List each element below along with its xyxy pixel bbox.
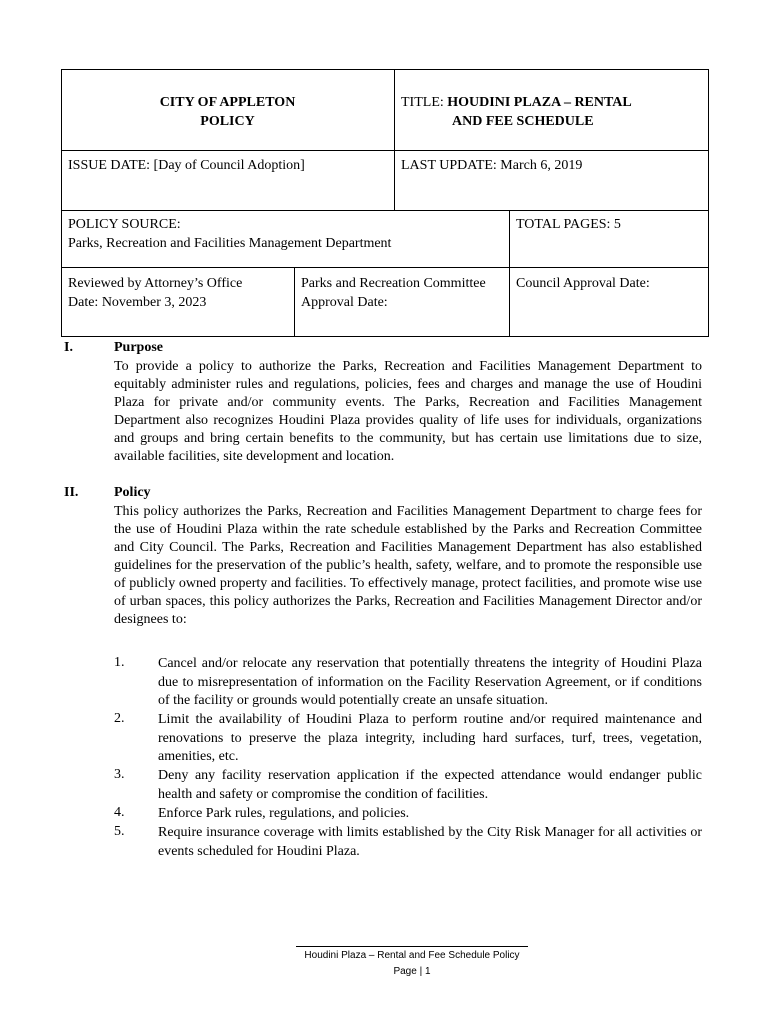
council-approval: Council Approval Date: xyxy=(516,276,650,291)
section-title-policy: Policy xyxy=(114,485,151,500)
attorney-review-date: Date: November 3, 2023 xyxy=(68,295,207,310)
header-divider xyxy=(61,210,709,211)
title-label: TITLE: xyxy=(401,95,448,110)
header-divider xyxy=(509,210,510,337)
title-line1: HOUDINI PLAZA – RENTAL xyxy=(447,95,632,110)
committee-approval-label: Parks and Recreation Committee xyxy=(301,276,486,291)
list-item: Cancel and/or relocate any reservation that potentially threatens the integrity of Houdini Plaza due to misrepresentation of information on the Facility Reservation Agreement, or if conditions of the facility or grounds would potentially create an unsafe situation. xyxy=(158,656,702,708)
header-divider xyxy=(294,267,295,337)
title-line2: AND FEE SCHEDULE xyxy=(452,114,594,129)
total-pages: TOTAL PAGES: 5 xyxy=(516,217,621,232)
section-number: II. xyxy=(64,485,79,500)
org-heading xyxy=(61,93,394,131)
section-title-purpose: Purpose xyxy=(114,340,163,355)
purpose-paragraph: To provide a policy to authorize the Parks, Recreation and Facilities Management Department to equitably administer rules and regulations, policies, fees and charges and manage the use of Houdini Plaza for private and/or community events. The Parks, Recreation and Facilities Management Department also recognizes Houdini Plaza provides quality of life uses for individuals, organizations and groups and bring certain benefits to the community, but has certain use limitations due to size, available facilities, site development and location. xyxy=(114,359,702,464)
policy-title xyxy=(401,93,701,131)
section-number: I. xyxy=(64,340,73,355)
committee-approval-date: Approval Date: xyxy=(301,295,388,310)
org-name: CITY OF APPLETON xyxy=(159,95,296,110)
list-item: Limit the availability of Houdini Plaza to perform routine and/or required maintenance and renovations to preserve the plaza integrity, including hard surfaces, turf, trees, vegetation, amenities, etc. xyxy=(158,712,702,764)
list-item-number: 4. xyxy=(114,805,125,820)
list-item-number: 2. xyxy=(114,711,125,726)
footer-title: Houdini Plaza – Rental and Fee Schedule Policy xyxy=(304,950,520,961)
page-number: Page | 1 xyxy=(393,966,431,977)
issue-date: ISSUE DATE: [Day of Council Adoption] xyxy=(68,158,305,173)
list-item: Deny any facility reservation application if the expected attendance would endanger public health and safety or compromise the condition of facilities. xyxy=(158,768,702,802)
org-doc-type: POLICY xyxy=(200,114,255,129)
header-divider xyxy=(394,69,395,211)
header-divider xyxy=(61,267,709,268)
header-divider xyxy=(61,150,709,151)
footer-rule xyxy=(296,946,528,947)
attorney-review-label: Reviewed by Attorney’s Office xyxy=(68,276,243,291)
list-item-number: 5. xyxy=(114,824,125,839)
list-item-number: 3. xyxy=(114,767,125,782)
last-update: LAST UPDATE: March 6, 2019 xyxy=(401,158,583,173)
policy-source-value: Parks, Recreation and Facilities Management Department xyxy=(68,236,392,251)
list-item-number: 1. xyxy=(114,655,125,670)
policy-paragraph: This policy authorizes the Parks, Recreation and Facilities Management Department to charge fees for the use of Houdini Plaza within the rate schedule established by the Parks and Recreation Committee and City Council. The Parks, Recreation and Facilities Management Department has also established guidelines for the preservation of the public’s health, safety, welfare, and to promote the responsible use of publicly owned property and facilities. To effectively manage, protect facilities, and promote wise use of urban spaces, this policy authorizes the Parks, Recreation and Facilities Management Director and/or designees to: xyxy=(114,504,702,627)
policy-source-label: POLICY SOURCE: xyxy=(68,217,181,232)
committee-approval xyxy=(301,274,507,312)
page-footer xyxy=(230,948,594,980)
list-item: Require insurance coverage with limits established by the City Risk Manager for all activities or events scheduled for Houdini Plaza. xyxy=(158,825,702,859)
list-item: Enforce Park rules, regulations, and policies. xyxy=(158,806,410,821)
attorney-review xyxy=(68,274,292,312)
policy-source xyxy=(68,215,508,253)
